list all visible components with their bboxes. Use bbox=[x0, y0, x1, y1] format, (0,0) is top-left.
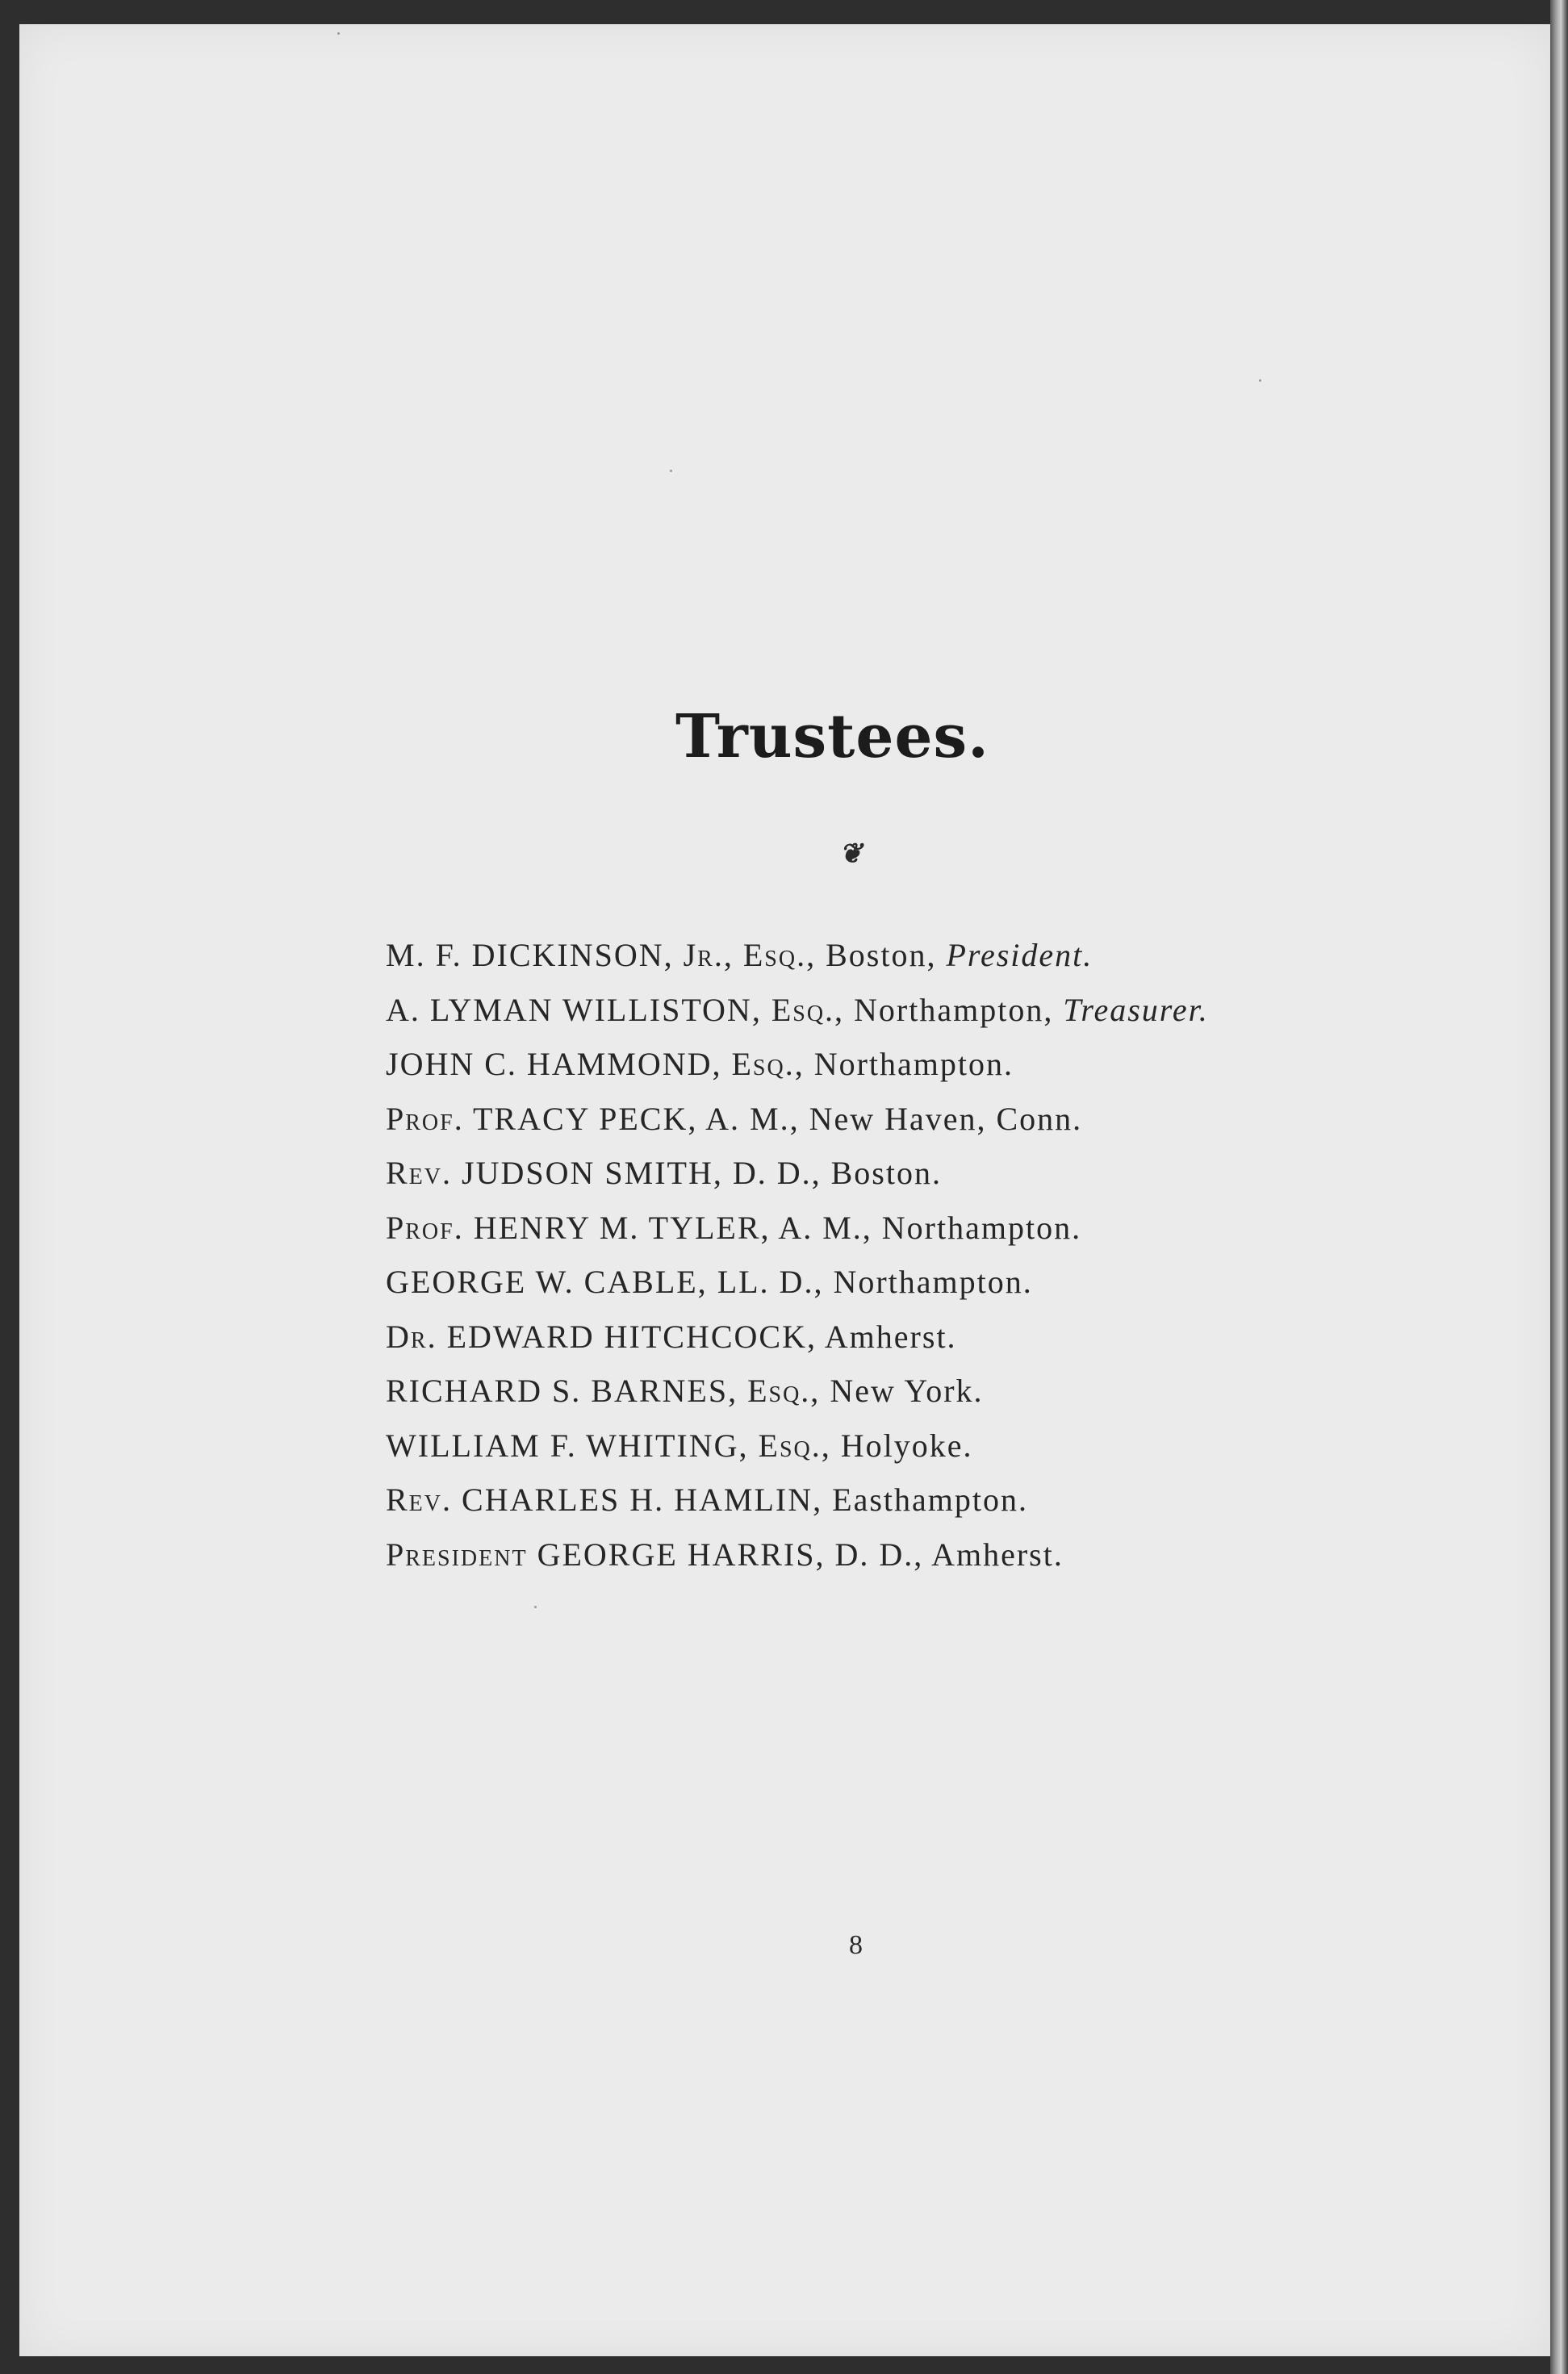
trustee-name: A. LYMAN WILLISTON, bbox=[386, 991, 762, 1028]
trustee-name: EDWARD HITCHCOCK, bbox=[446, 1318, 817, 1355]
trustee-list bbox=[386, 928, 1209, 1582]
trustee-suffix: Esq., bbox=[731, 1046, 805, 1082]
trustee-place: New Haven, Conn. bbox=[809, 1100, 1083, 1137]
trustee-suffix: Esq., bbox=[758, 1427, 831, 1464]
trustee-degree: D. D., bbox=[732, 1155, 822, 1191]
trustee-name: RICHARD S. BARNES, bbox=[386, 1373, 738, 1409]
trustee-place: Boston. bbox=[830, 1155, 942, 1191]
page-number: 8 bbox=[849, 1930, 863, 1960]
trustee-entry bbox=[386, 1037, 1209, 1092]
paper-speck bbox=[337, 32, 340, 35]
paper-speck bbox=[1259, 379, 1261, 382]
trustee-title: Prof. bbox=[386, 1100, 464, 1137]
trustee-entry bbox=[386, 1146, 1209, 1201]
trustee-entry bbox=[386, 1473, 1209, 1528]
trustee-name: GEORGE W. CABLE, bbox=[386, 1264, 708, 1300]
trustee-degree: A. M., bbox=[705, 1100, 800, 1137]
trustee-place: Easthampton. bbox=[832, 1482, 1028, 1518]
trustee-role: President. bbox=[946, 937, 1093, 973]
heading-text: Trustees. bbox=[675, 702, 989, 771]
trustee-name: JOHN C. HAMMOND, bbox=[386, 1046, 722, 1082]
trustee-place: Northampton, bbox=[854, 991, 1054, 1028]
trustee-degree: LL. D., bbox=[717, 1264, 824, 1300]
trustee-entry bbox=[386, 1310, 1209, 1365]
trustee-name: HENRY M. TYLER, bbox=[473, 1209, 771, 1246]
trustee-name: WILLIAM F. WHITING, bbox=[386, 1427, 749, 1464]
trustee-name: M. F. DICKINSON, bbox=[386, 937, 674, 973]
paper-speck bbox=[670, 470, 672, 472]
trustee-place: Amherst. bbox=[824, 1318, 957, 1355]
trustee-entry bbox=[386, 928, 1209, 983]
trustee-place: Northampton. bbox=[813, 1046, 1014, 1082]
trustee-name: GEORGE HARRIS, bbox=[537, 1536, 826, 1573]
trustee-entry bbox=[386, 1528, 1209, 1582]
trustee-place: New York. bbox=[830, 1373, 984, 1409]
trustee-place: Boston, bbox=[826, 937, 937, 973]
trustee-place: Holyoke. bbox=[840, 1427, 973, 1464]
trustee-entry bbox=[386, 1092, 1209, 1147]
paper-speck bbox=[534, 1606, 537, 1608]
trustee-degree: A. M., bbox=[778, 1209, 872, 1246]
trustee-title: Rev. bbox=[386, 1155, 453, 1191]
trustee-name: CHARLES H. HAMLIN, bbox=[462, 1482, 823, 1518]
trustee-place: Northampton. bbox=[833, 1264, 1033, 1300]
page-edge bbox=[1550, 0, 1568, 2374]
trustee-title: Prof. bbox=[386, 1209, 464, 1246]
ornament-icon: ❦ bbox=[839, 838, 863, 870]
trustee-name: TRACY PECK, bbox=[473, 1100, 698, 1137]
trustee-suffix: Esq., bbox=[747, 1373, 821, 1409]
page-heading bbox=[0, 702, 1568, 771]
trustee-entry bbox=[386, 1364, 1209, 1419]
trustee-place: Amherst. bbox=[931, 1536, 1064, 1573]
trustee-title: Rev. bbox=[386, 1482, 453, 1518]
trustee-suffix: Esq., bbox=[771, 991, 845, 1028]
trustee-degree: D. D., bbox=[834, 1536, 924, 1573]
trustee-entry bbox=[386, 1201, 1209, 1256]
trustee-name: JUDSON SMITH, bbox=[462, 1155, 723, 1191]
trustee-title: Dr. bbox=[386, 1318, 437, 1355]
trustee-entry bbox=[386, 983, 1209, 1038]
trustee-entry bbox=[386, 1419, 1209, 1473]
trustee-entry bbox=[386, 1255, 1209, 1310]
trustee-place: Northampton. bbox=[881, 1209, 1082, 1246]
trustee-role: Treasurer. bbox=[1063, 991, 1209, 1028]
trustee-title: President bbox=[386, 1536, 528, 1573]
trustee-suffix: Jr., Esq., bbox=[683, 937, 817, 973]
